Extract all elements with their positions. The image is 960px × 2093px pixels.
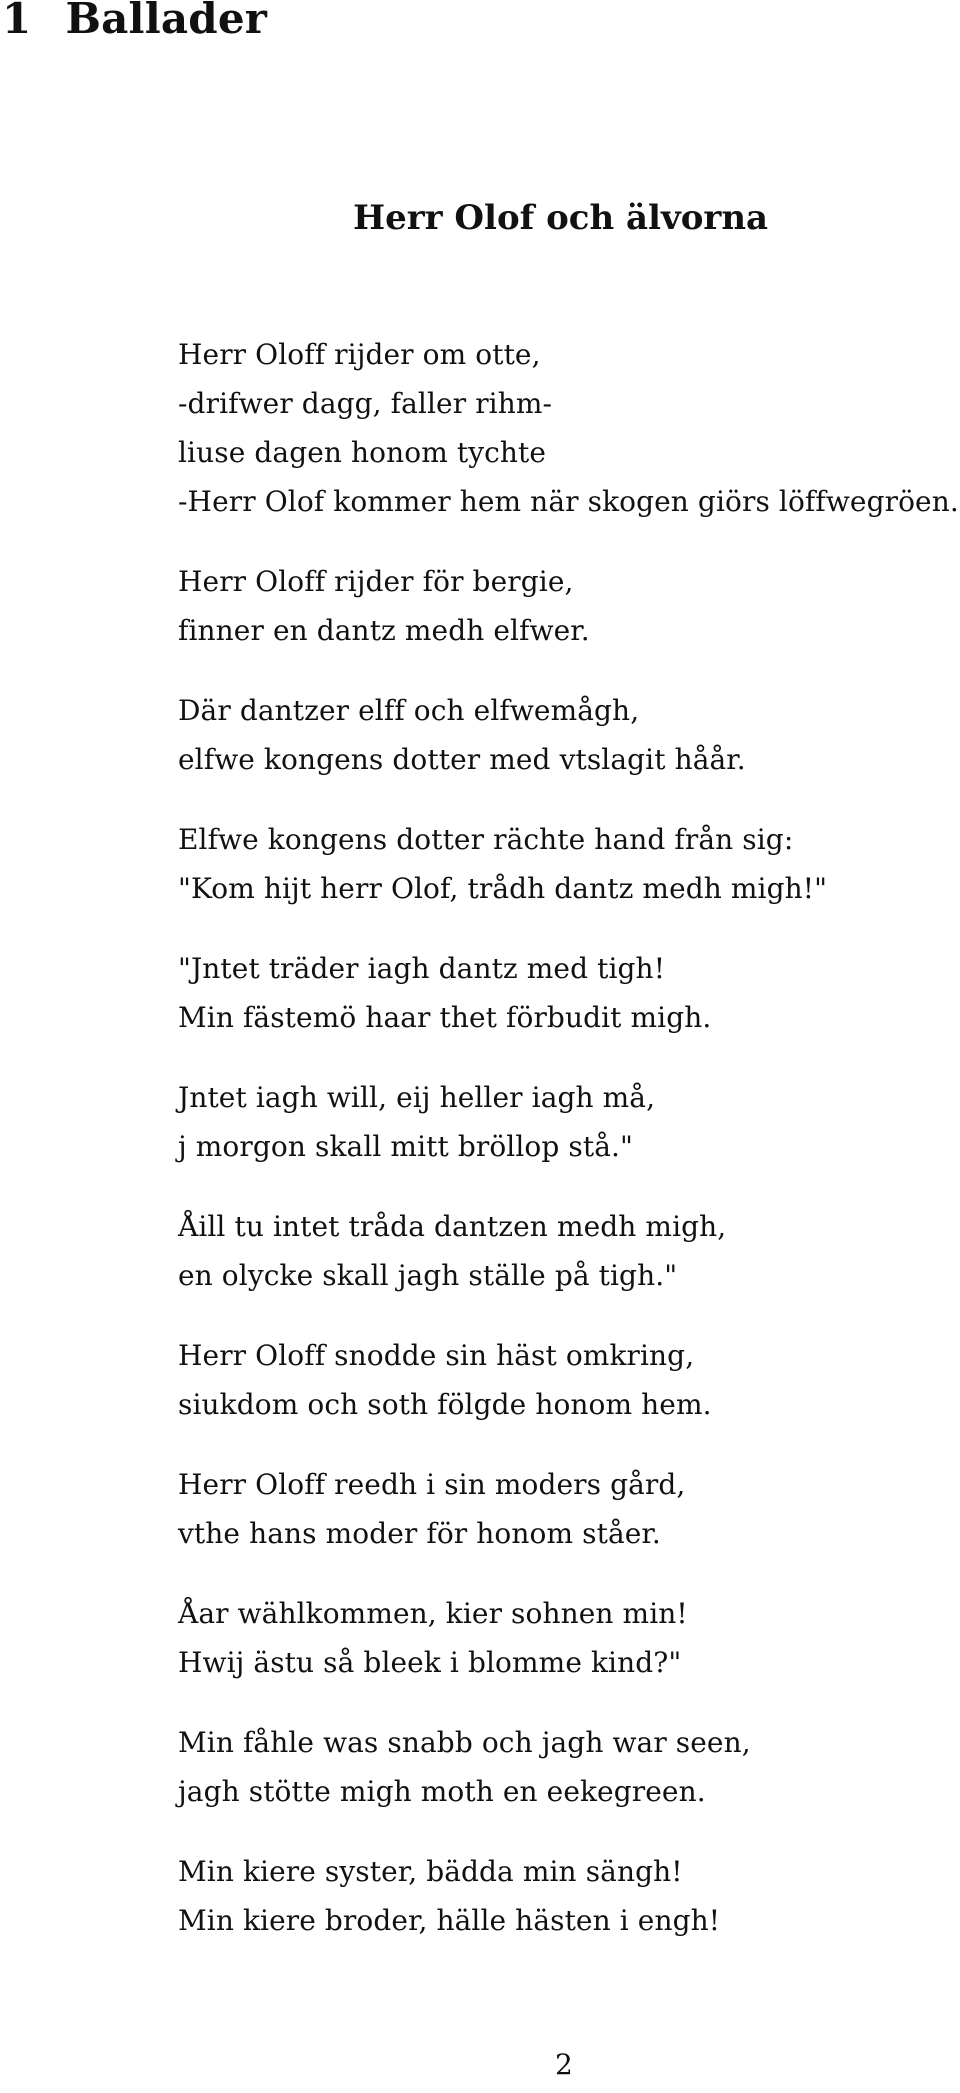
stanza [178,1718,958,1816]
verse-line: elfwe kongens dotter med vtslagit håår. [178,743,746,776]
stanza [178,557,958,655]
verse-line: Elfwe kongens dotter rächte hand från sig: [178,823,794,856]
verse-line: Hwij ästu så bleek i blomme kind?" [178,1646,682,1679]
verse-line: siukdom och soth fölgde honom hem. [178,1388,712,1421]
verse-line: -Herr Olof kommer hem när skogen giörs löffwegröen. [178,485,959,518]
verse-line: Herr Oloff rijder för bergie, [178,565,574,598]
verse-line: Åar wählkommen, kier sohnen min! [178,1597,688,1630]
page-number: 2 [555,2048,573,2081]
stanza [178,1331,958,1429]
verse-line: Jntet iagh will, eij heller iagh må, [178,1081,656,1114]
chapter-heading [2,0,267,44]
stanza [178,815,958,913]
poem-body [178,330,958,1976]
stanza [178,944,958,1042]
poem-title: Herr Olof och älvorna [353,198,769,238]
stanza [178,330,958,526]
verse-line: Där dantzer elff och elfwemågh, [178,694,640,727]
chapter-title: Ballader [65,0,268,43]
verse-line: "Jntet träder iagh dantz med tigh! [178,952,666,985]
stanza [178,1460,958,1558]
verse-line: Min kiere broder, hälle hästen i engh! [178,1904,721,1937]
stanza [178,1847,958,1945]
verse-line: Min fästemö haar thet förbudit migh. [178,1001,712,1034]
verse-line: Åill tu intet tråda dantzen medh migh, [178,1210,727,1243]
stanza [178,1073,958,1171]
verse-line: Min kiere syster, bädda min sängh! [178,1855,683,1888]
verse-line: vthe hans moder för honom ståer. [178,1517,661,1550]
verse-line: Min fåhle was snabb och jagh war seen, [178,1726,751,1759]
stanza [178,686,958,784]
stanza [178,1202,958,1300]
stanza [178,1589,958,1687]
verse-line: en olycke skall jagh ställe på tigh." [178,1259,678,1292]
verse-line: liuse dagen honom tychte [178,436,547,469]
verse-line: Herr Oloff snodde sin häst omkring, [178,1339,695,1372]
verse-line: finner en dantz medh elfwer. [178,614,590,647]
verse-line: -drifwer dagg, faller rihm- [178,387,553,420]
verse-line: "Kom hijt herr Olof, trådh dantz medh migh!" [178,872,828,905]
verse-line: Herr Oloff rijder om otte, [178,338,541,371]
verse-line: Herr Oloff reedh i sin moders gård, [178,1468,686,1501]
chapter-number: 1 [2,0,32,43]
verse-line: j morgon skall mitt bröllop stå." [178,1130,633,1163]
verse-line: jagh stötte migh moth en eekegreen. [178,1775,706,1808]
